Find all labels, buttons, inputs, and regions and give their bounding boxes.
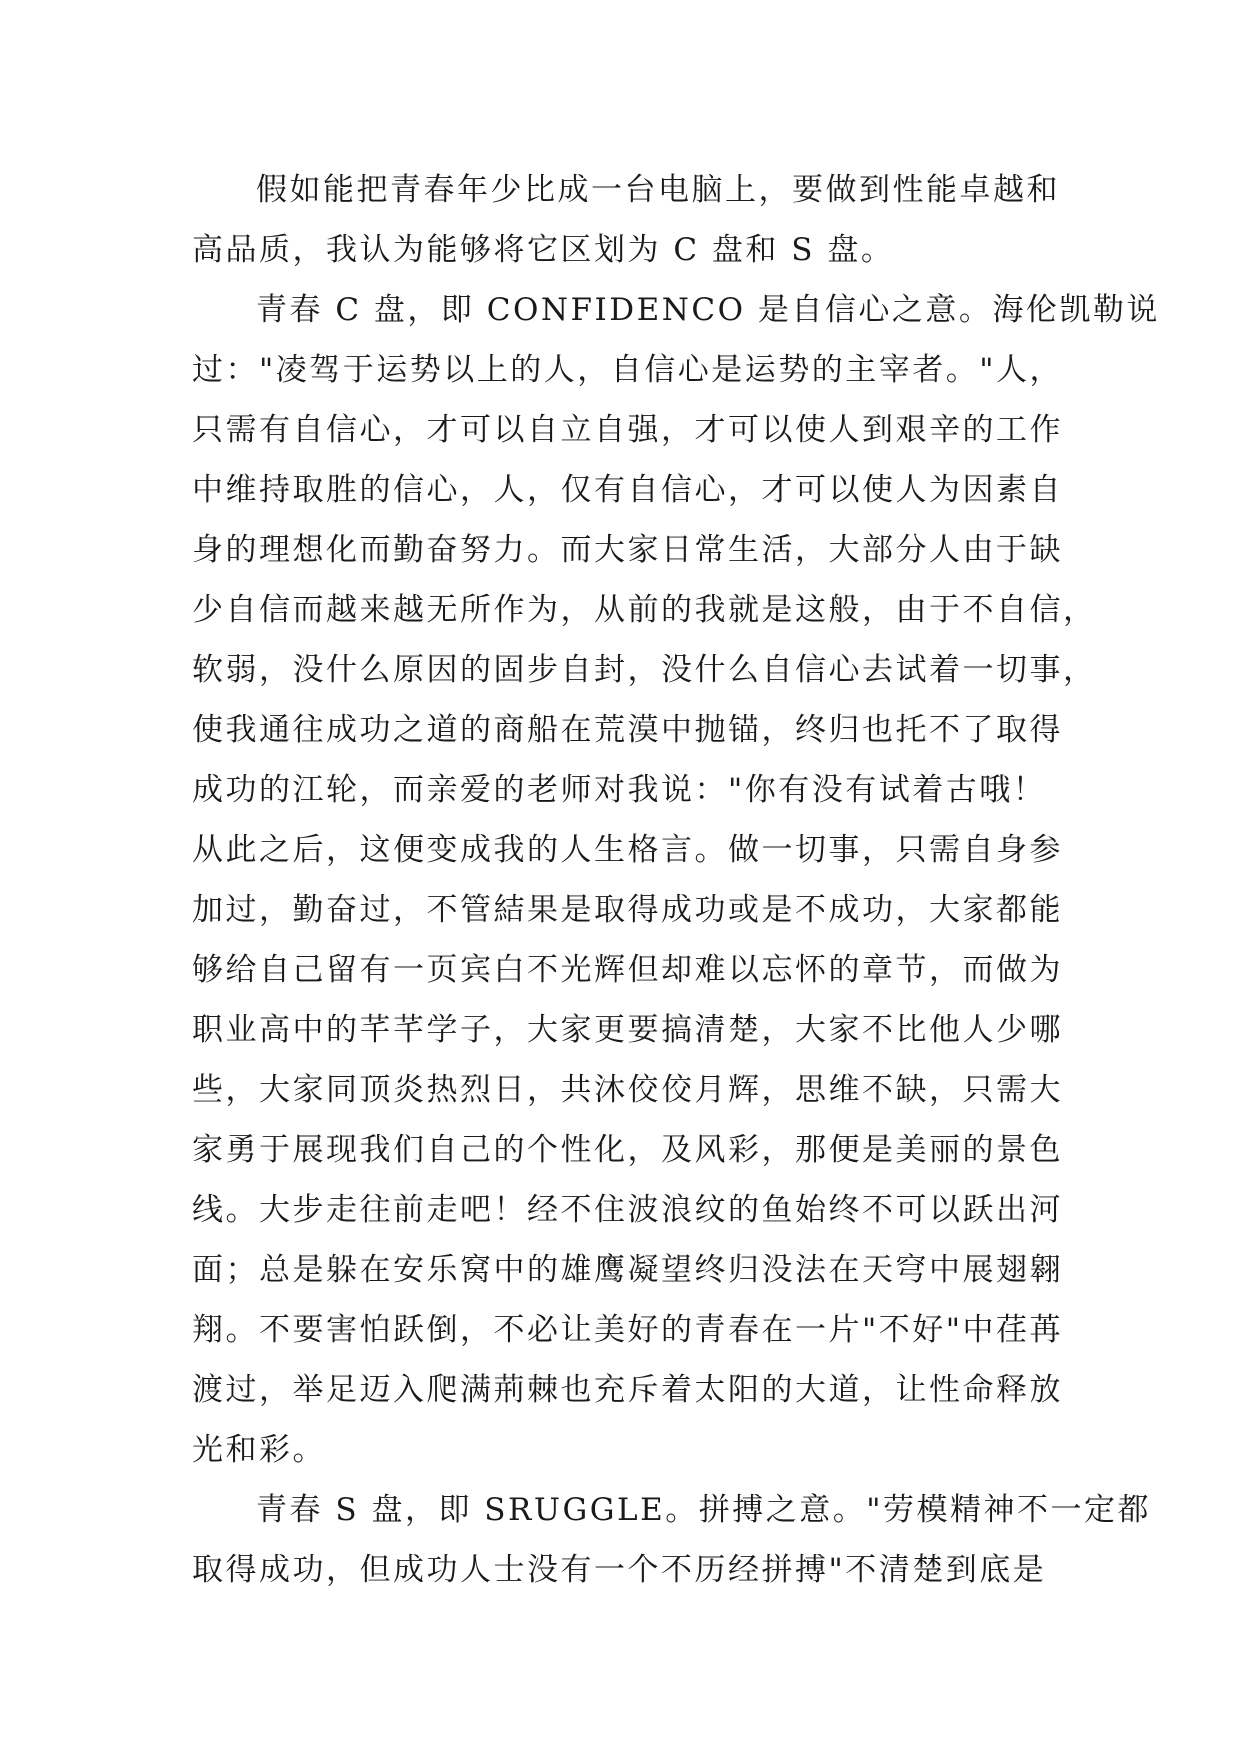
text-line: 中维持取胜的信心，人，仅有自信心，才可以使人为因素自 [192,472,1063,508]
text-line: 少自信而越来越无所作为，从前的我就是这般，由于不自信， [192,592,1097,628]
text-line: 渡过，举足迈入爬满荊棘也充斥着太阳的大道，让性命释放 [192,1372,1063,1408]
paragraph-intro [192,160,1060,280]
paragraph-s-drive [192,1480,1152,1600]
text-line: 家勇于展现我们自己的个性化，及风彩，那便是美丽的景色 [192,1132,1063,1168]
text-line: 使我通往成功之道的商船在荒漠中抛锚，终归也托不了取得 [192,712,1063,748]
text-line: 高品质，我认为能够将它区划为 C 盘和 S 盘。 [192,232,895,268]
text-line: 翔。不要害怕跃倒，不必让美好的青春在一片"不好"中荏苒 [192,1312,1064,1348]
text-line: 青春 C 盘，即 CONFIDENCO 是自信心之意。海伦凯勒说 [256,292,1160,328]
paragraph-c-drive [192,280,1160,1480]
text-line: 软弱，没什么原因的固步自封，没什么自信心去试着一切事， [192,652,1097,688]
text-line: 线。大步走往前走吧！经不住波浪纹的鱼始终不可以跃出河 [192,1192,1063,1228]
text-line: 职业高中的芊芊学子，大家更要搞清楚，大家不比他人少哪 [192,1012,1063,1048]
text-line: 够给自己留有一页宾白不光辉但却难以忘怀的章节，而做为 [192,952,1063,988]
text-line: 光和彩。 [192,1432,326,1468]
text-line: 加过，勤奋过，不管結果是取得成功或是不成功，大家都能 [192,892,1063,928]
document-body [192,160,1160,1600]
text-line: 身的理想化而勤奋努力。而大家日常生活，大部分人由于缺 [192,532,1063,568]
text-line: 取得成功，但成功人士没有一个不历经拼搏"不清楚到底是 [192,1552,1047,1588]
text-line: 假如能把青春年少比成一台电脑上，要做到性能卓越和 [256,172,1060,208]
text-line: 过："凌驾于运势以上的人，自信心是运势的主宰者。"人， [192,352,1064,388]
text-line: 成功的江轮，而亲爱的老师对我说："你有没有试着古哦！ [192,772,1047,808]
text-line: 面；总是躲在安乐窝中的雄鹰凝望终归没法在天穹中展翅翱 [192,1252,1063,1288]
text-line: 青春 S 盘，即 SRUGGLE。拼搏之意。"劳模精神不一定都 [256,1492,1152,1528]
text-line: 从此之后，这便变成我的人生格言。做一切事，只需自身参 [192,832,1063,868]
text-line: 些，大家同顶炎热烈日，共沐佼佼月辉，思维不缺，只需大 [192,1072,1063,1108]
text-line: 只需有自信心，才可以自立自强，才可以使人到艰辛的工作 [192,412,1063,448]
